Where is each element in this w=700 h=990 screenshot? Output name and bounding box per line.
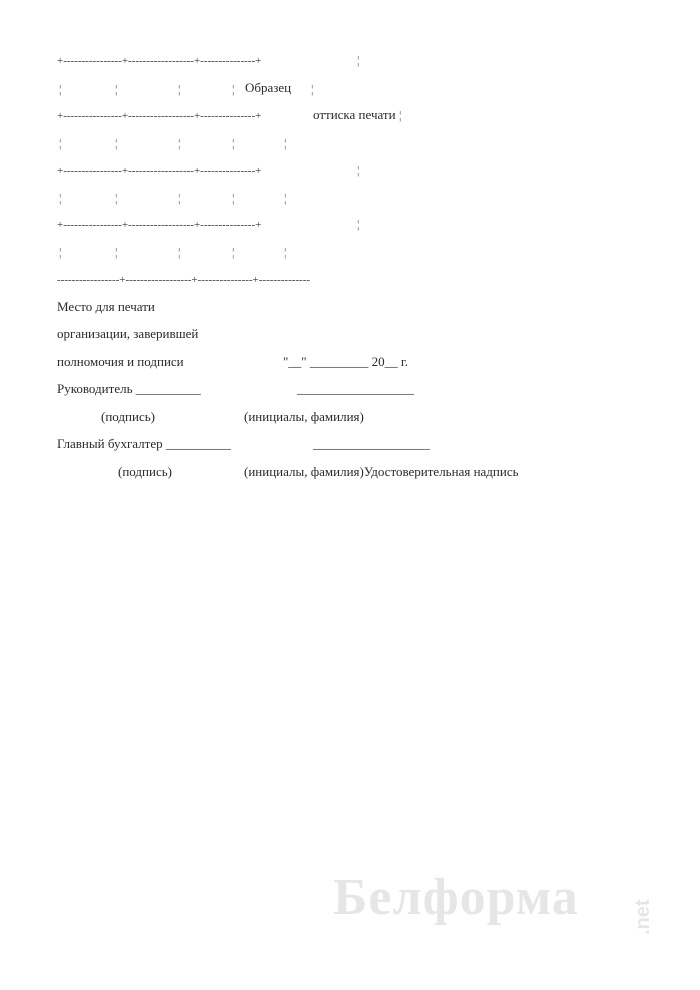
table-border-row-2: +----------------+------------------+---------------+ — [57, 110, 262, 122]
table-cell-separator: ¦ — [115, 82, 118, 96]
accountant-name-caption: (инициалы, фамилия) — [244, 464, 364, 479]
table-cell-separator: ¦ — [311, 82, 314, 96]
certifying-inscription: Удостоверительная надпись — [363, 464, 519, 479]
table-cell-separator: ¦ — [178, 136, 181, 150]
table-cell-separator: ¦ — [232, 191, 235, 205]
table-cell-separator: ¦ — [284, 191, 287, 205]
table-cell-separator: ¦ — [59, 82, 62, 96]
table-cell-separator: ¦ — [232, 82, 235, 96]
watermark-brand: Белформа — [333, 869, 579, 926]
table-border-row-3: +----------------+------------------+---------------+ — [57, 165, 262, 177]
accountant-name-blank: __________________ — [313, 436, 430, 451]
table-cell-separator: ¦ — [357, 217, 360, 231]
stamp-place-line-1: Место для печати — [57, 299, 155, 314]
table-cell-separator: ¦ — [59, 136, 62, 150]
table-cell-separator: ¦ — [115, 191, 118, 205]
table-cell-separator: ¦ — [59, 191, 62, 205]
table-border-row-4: +----------------+------------------+---------------+ — [57, 219, 262, 231]
table-border-row-1: +----------------+------------------+---------------+ — [57, 55, 262, 67]
sample-label-line-2: оттиска печати — [313, 107, 396, 122]
accountant-name-caption-row — [244, 464, 519, 480]
accountant-sign-caption: (подпись) — [118, 464, 172, 479]
stamp-place-line-2: организации, заверившей — [57, 326, 199, 341]
director-name-caption: (инициалы, фамилия) — [244, 409, 364, 424]
sample-label-line-1: Образец — [245, 80, 292, 95]
table-cell-separator: ¦ — [399, 108, 402, 122]
table-cell-separator: ¦ — [178, 191, 181, 205]
director-sign-caption: (подпись) — [101, 409, 155, 424]
table-cell-separator: ¦ — [284, 136, 287, 150]
director-name-blank: __________________ — [297, 381, 414, 396]
table-cell-separator: ¦ — [59, 245, 62, 259]
table-cell-separator: ¦ — [284, 245, 287, 259]
table-cell-separator: ¦ — [232, 245, 235, 259]
table-cell-separator: ¦ — [115, 136, 118, 150]
table-cell-separator: ¦ — [178, 245, 181, 259]
table-cell-separator: ¦ — [232, 136, 235, 150]
table-cell-separator: ¦ — [357, 53, 360, 67]
accountant-signature-label: Главный бухгалтер __________ — [57, 436, 231, 451]
director-signature-label: Руководитель __________ — [57, 381, 201, 396]
table-cell-separator: ¦ — [357, 163, 360, 177]
watermark-domain: .net — [632, 899, 654, 935]
table-cell-separator: ¦ — [178, 82, 181, 96]
table-bottom-rule: -----------------+------------------+---------------+-------------- — [57, 274, 311, 286]
table-cell-separator: ¦ — [115, 245, 118, 259]
stamp-place-line-3: полномочия и подписи — [57, 354, 184, 369]
date-line: "__" _________ 20__ г. — [283, 354, 408, 369]
